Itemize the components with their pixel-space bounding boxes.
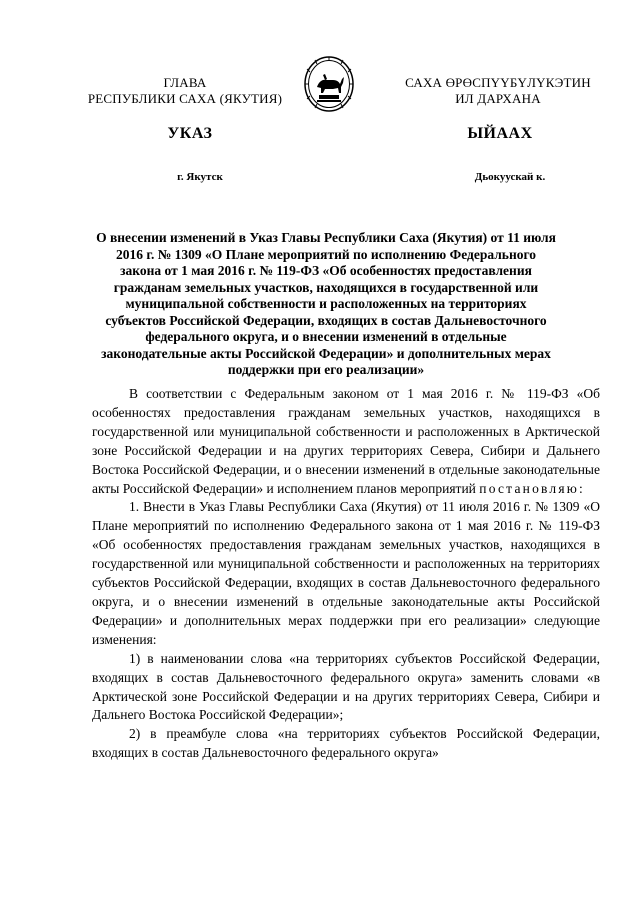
body-paragraph-4: 2) в преамбуле слова «на территориях субъектов Российской Федерации, входящих в состав Дальневосточного федерального округа»: [92, 726, 600, 761]
decree-body: [92, 385, 600, 763]
issuer-right-line1: САХА ӨРӨСПҮҮБҮЛҮКЭТИН: [405, 75, 591, 90]
body-paragraph-3: 1) в наименовании слова «на территориях субъектов Российской Федерации, входящих в состав Дальневосточного федерального округа» заменить словами «в Арктической зоне Российской Федерации и на других территориях Севера, Сибири и Дальнего Востока Российской Федерации»;: [92, 650, 600, 723]
city-left: г. Якутск: [177, 171, 223, 183]
body-paragraph-1-text: В соответствии с Федеральным законом от 1 мая 2016 г. № 119-ФЗ «Об особенностях предоставления гражданам земельных участков, находящихся в государственной или муниципальной собственности и расположенных в Арктической зоне Российской Федерации и на других территориях Севера, Сибири и Дальнего Востока Российской Федерации, и о внесении изменений в отдельные законодательные акты Российской Федерации» и исполнением планов мероприятий: [92, 386, 600, 496]
body-paragraph-2: 1. Внести в Указ Главы Республики Саха (Якутия) от 11 июля 2016 г. № 1309 «О Плане мероприятий по исполнению Федерального закона от 1 мая 2016 г. № 119-ФЗ «Об особенностях предоставления гражданам земельных участков, находящихся в государственной или муниципальной собственности и расположенных на территориях субъектов Российской Федерации, входящих в состав Дальневосточного федерального округа, и о внесении изменений в отдельные законодательные акты Российской Федерации» и дополнительных мерах поддержки при его реализации» следующие изменения:: [92, 499, 600, 647]
coat-of-arms-emblem-icon: [303, 55, 355, 113]
issuer-left: [85, 75, 285, 107]
city-right: Дьокуускай к.: [474, 171, 546, 183]
doc-type-ukaz: УКАЗ: [167, 125, 213, 142]
issuer-right-line2: ИЛ ДАРХАНА: [455, 91, 541, 106]
issuer-left-line1: ГЛАВА: [163, 75, 207, 90]
doc-type-yyaakh: ЫЙААХ: [467, 125, 533, 142]
issuer-right: [388, 75, 608, 107]
decree-title: О внесении изменений в Указ Главы Республики Саха (Якутия) от 11 июля 2016 г. № 1309 «О Плане мероприятий по исполнению Федерального закона от 1 мая 2016 г. № 119-ФЗ «Об особенностях предоставления гражданам земельных участков, находящихся в государственной или муниципальной собственности и расположенных на территориях субъектов Российской Федерации, входящих в состав Дальневосточного федерального округа, и о внесении изменений в отдельные законодательные акты Российской Федерации» и дополнительных мерах поддержки при его реализации»: [96, 230, 556, 377]
resolution-keyword: постановляю:: [479, 480, 585, 496]
body-paragraph-1: [92, 385, 600, 498]
issuer-left-line2: РЕСПУБЛИКИ САХА (ЯКУТИЯ): [87, 91, 283, 106]
